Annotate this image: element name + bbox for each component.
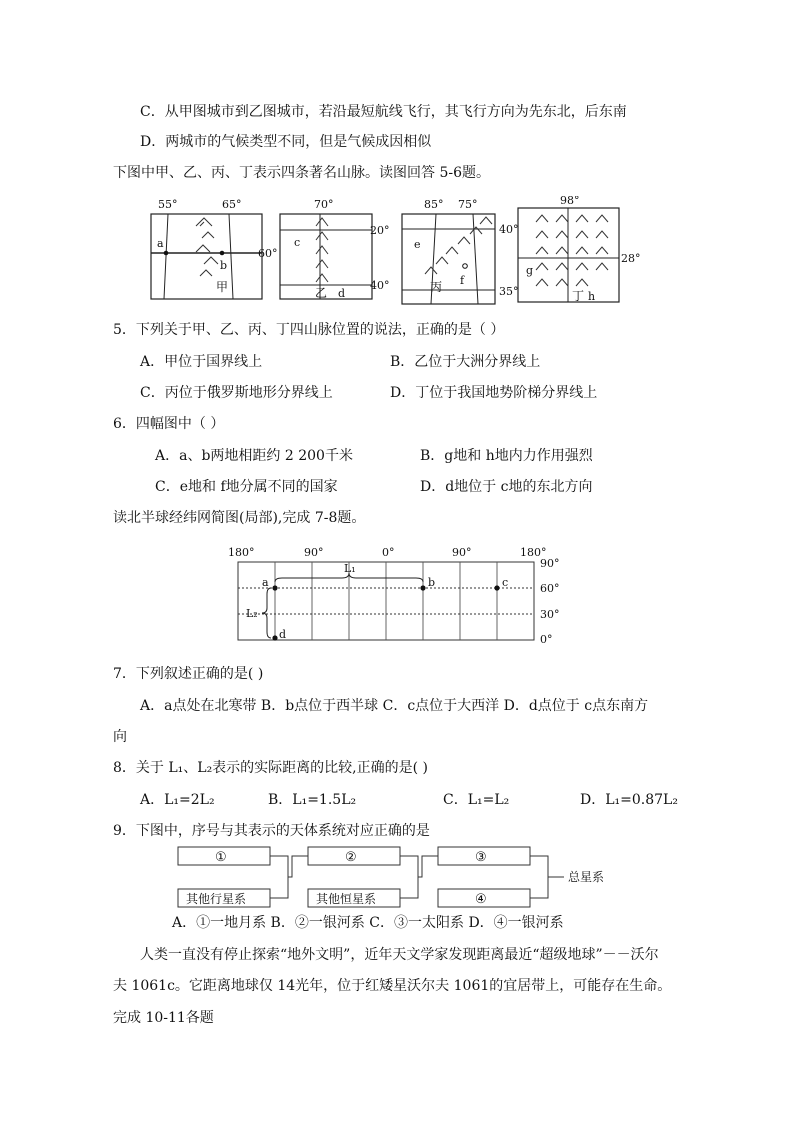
q7-options: A．a点处在北寒带 B．b点位于西半球 C．c点位于大西洋 D．d点位于 c点东南方 — [140, 698, 649, 714]
q5-option-a: A．甲位于国界线上 — [140, 354, 263, 370]
paragraph-line-1: 人类一直没有停止探索“地外文明”，近年天文学家发现距离最近“超级地球”－－沃尔 — [140, 947, 659, 963]
grid-l1: L₁ — [344, 562, 356, 575]
p3-lat1: 40° — [499, 223, 519, 236]
p3-point-e: e — [414, 238, 421, 251]
p3-point-f: f — [460, 274, 465, 287]
p2-point-d: d — [338, 287, 346, 300]
grid-lon-90-west: 90° — [304, 546, 324, 559]
grid-lon-180-west: 180° — [228, 546, 255, 559]
box-4: ④ — [475, 892, 487, 907]
grid-l2: L₂ — [246, 607, 258, 620]
option-c-prev: C．从甲图城市到乙图城市，若沿最短航线飞行，其飞行方向为先东北，后东南 — [140, 104, 627, 120]
question-7: 7．下列叙述正确的是( ) — [113, 666, 264, 682]
q8-option-a: A．L₁=2L₂ — [140, 792, 215, 808]
p2-name: 乙 — [315, 286, 328, 300]
grid-lon-90-east: 90° — [452, 546, 472, 559]
grid-point-a: a — [262, 576, 269, 589]
p4-lon: 98° — [560, 196, 580, 207]
q5-option-c: C．丙位于俄罗斯地形分界线上 — [140, 385, 333, 401]
p4-name: 丁 — [572, 289, 585, 303]
box-other-planet: 其他行星系 — [186, 892, 247, 906]
p2-lat2: 40° — [370, 279, 390, 292]
q5-option-b: B．乙位于大洲分界线上 — [390, 354, 541, 370]
question-6: 6．四幅图中（ ） — [113, 416, 225, 432]
p2-lat1: 20° — [370, 224, 390, 237]
p1-point-b: b — [220, 259, 228, 272]
paragraph-line-2: 夫 1061c。它距离地球仅 14光年，位于红矮星沃尔夫 1061的宜居带上，可能存在生命。 — [113, 978, 672, 994]
p1-lon2: 65° — [222, 198, 242, 211]
question-5: 5．下列关于甲、乙、丙、丁四山脉位置的说法，正确的是（ ） — [113, 322, 505, 338]
q6-option-d: D．d地位于 c地的东北方向 — [420, 479, 593, 495]
mountains-figure — [140, 196, 660, 311]
q8-option-c: C．L₁=L₂ — [443, 792, 510, 808]
p1-lat: 60° — [258, 247, 278, 260]
total-galaxy-label: 总星系 — [568, 870, 605, 884]
grid-lat-60: 60° — [540, 582, 560, 595]
p1-name: 甲 — [216, 280, 229, 294]
q6-option-b: B．g地和 h地内力作用强烈 — [420, 448, 593, 464]
p2-point-c: c — [294, 236, 301, 249]
p1-point-a: a — [157, 237, 164, 250]
grid-figure — [222, 542, 572, 652]
panel-ding — [518, 196, 641, 303]
option-d-prev: D．两城市的气候类型不同，但是气候成因相似 — [140, 134, 432, 150]
panel-bing — [402, 198, 519, 304]
q6-option-a: A．a、b两地相距约 2 200千米 — [155, 448, 353, 464]
box-other-star: 其他恒星系 — [316, 892, 377, 906]
q9-options: A．①一地月系 B．②一银河系 C．③一太阳系 D．④一银河系 — [172, 915, 564, 931]
p3-lat2: 35° — [499, 285, 519, 298]
panel-jia — [151, 198, 278, 299]
q7-options-cont: 向 — [113, 729, 127, 745]
p3-name: 丙 — [430, 280, 443, 294]
grid-point-b: b — [428, 576, 436, 589]
system-figure — [174, 845, 634, 911]
p3-lon1: 85° — [424, 198, 444, 211]
grid-lat-90: 90° — [540, 557, 560, 570]
p4-point-g: g — [526, 264, 534, 277]
q8-option-b: B．L₁=1.5L₂ — [268, 792, 357, 808]
grid-lon-0: 0° — [382, 546, 395, 559]
p4-lat: 28° — [621, 252, 641, 265]
panel-yi — [280, 198, 390, 300]
grid-lon-180-east: 180° — [520, 546, 547, 559]
box-3: ③ — [475, 850, 487, 865]
intro-7-8: 读北半球经纬网简图(局部),完成 7-8题。 — [113, 510, 366, 526]
p3-lon2: 75° — [458, 198, 478, 211]
grid-point-d: d — [279, 628, 287, 641]
q5-option-d: D．丁位于我国地势阶梯分界线上 — [390, 385, 598, 401]
grid-point-c: c — [502, 576, 509, 589]
question-9: 9．下图中，序号与其表示的天体系统对应正确的是 — [113, 823, 430, 839]
p1-lon1: 55° — [158, 198, 178, 211]
paragraph-line-3: 完成 10-11各题 — [113, 1010, 214, 1026]
p4-point-h: h — [588, 290, 596, 303]
p2-lon: 70° — [314, 198, 334, 211]
grid-lat-0: 0° — [540, 633, 553, 646]
question-8: 8．关于 L₁、L₂表示的实际距离的比较,正确的是( ) — [113, 760, 428, 776]
q6-option-c: C．e地和 f地分属不同的国家 — [155, 479, 338, 495]
box-1: ① — [215, 850, 227, 865]
box-2: ② — [345, 850, 357, 865]
q8-option-d: D．L₁=0.87L₂ — [580, 792, 678, 808]
intro-5-6: 下图中甲、乙、丙、丁表示四条著名山脉。读图回答 5-6题。 — [113, 165, 490, 181]
grid-lat-30: 30° — [540, 608, 560, 621]
